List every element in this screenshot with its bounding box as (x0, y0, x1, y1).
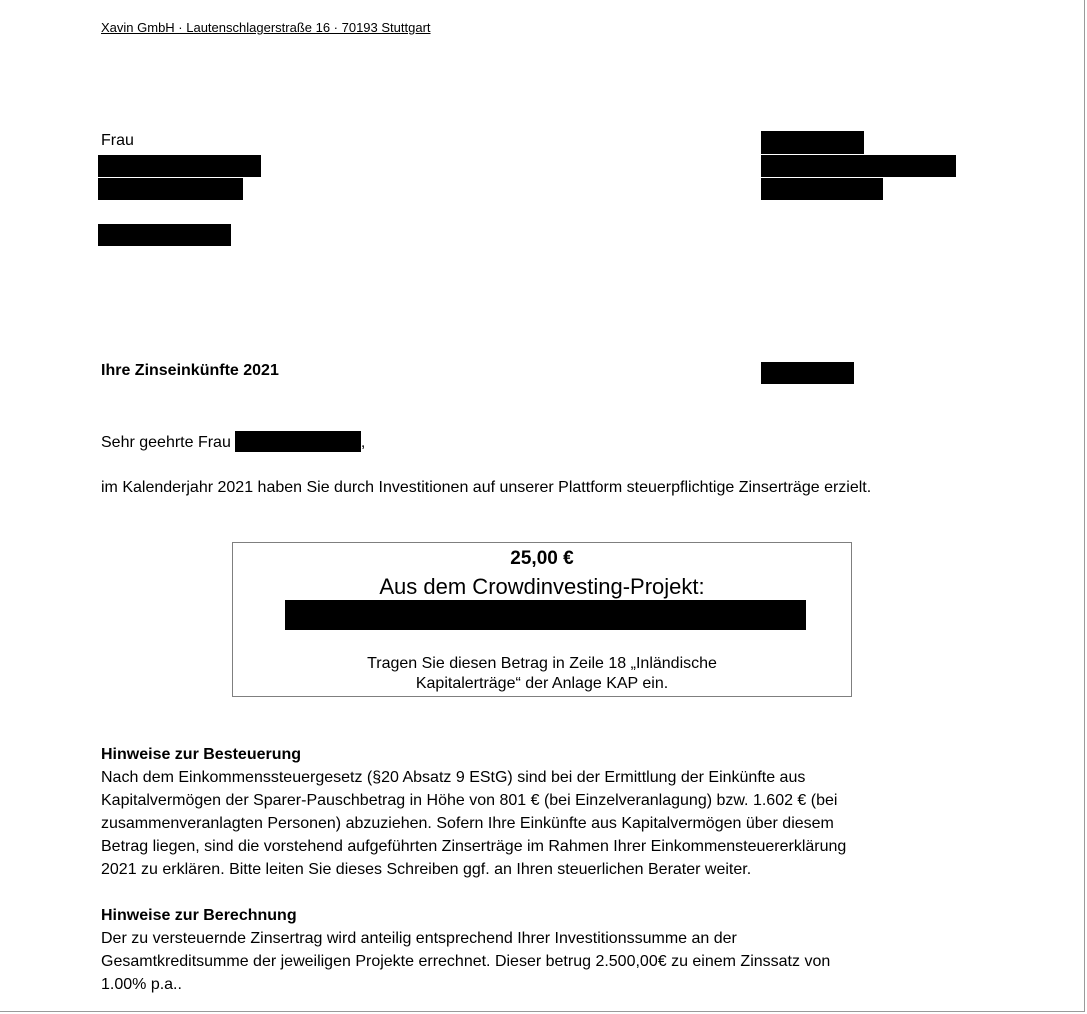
letter-greeting (101, 431, 365, 452)
interest-amount: 25,00 € (510, 548, 574, 569)
section-calculation (101, 904, 830, 996)
redacted-date (761, 362, 854, 384)
paragraph-line: Der zu versteuernde Zinsertrag wird anteilig entsprechend Ihrer Investitionssumme an der (101, 930, 737, 947)
instruction-line: Kapitalerträge“ der Anlage KAP ein. (415, 675, 669, 692)
sender-address-line: Xavin GmbH · Lautenschlagerstraße 16 · 70193 Stuttgart (101, 20, 431, 35)
paragraph-line: 1.00% p.a.. (101, 976, 182, 993)
project-label: Aus dem Crowdinvesting-Projekt: (379, 574, 705, 599)
redacted-recipient-city (98, 224, 231, 246)
redacted-recipient-surname (235, 431, 361, 452)
redacted-project-name (285, 600, 806, 630)
intro-paragraph: im Kalenderjahr 2021 haben Sie durch Investitionen auf unserer Plattform steuerpflichtige Zinserträge erzielt. (101, 479, 872, 496)
greeting-prefix: Sehr geehrte Frau (101, 434, 231, 451)
tax-form-instruction (233, 654, 851, 694)
recipient-salutation: Frau (101, 132, 134, 149)
greeting-suffix: , (360, 434, 366, 451)
paragraph-line: 2021 zu erklären. Bitte leiten Sie dieses Schreiben ggf. an Ihren steuerlichen Berater weiter. (101, 861, 752, 878)
redacted-info-line-3 (761, 178, 883, 200)
section-heading: Hinweise zur Berechnung (101, 907, 297, 924)
instruction-line: Tragen Sie diesen Betrag in Zeile 18 „Inländische (367, 655, 717, 672)
section-taxation (101, 743, 846, 881)
paragraph-line: Kapitalvermögen der Sparer-Pauschbetrag in Höhe von 801 € (bei Einzelveranlagung) bzw. 1.602 € (bei (101, 792, 838, 809)
paragraph-line: Nach dem Einkommenssteuergesetz (§20 Absatz 9 EStG) sind bei der Ermittlung der Einkünfte aus (101, 769, 806, 786)
redacted-info-line-1 (761, 131, 864, 154)
paragraph-line: Gesamtkreditsumme der jeweiligen Projekte errechnet. Dieser betrug 2.500,00€ zu einem Zinssatz von (101, 953, 831, 970)
redacted-info-line-2 (761, 155, 956, 177)
paragraph-line: zusammenveranlagten Personen) abzuziehen. Sofern Ihre Einkünfte aus Kapitalvermögen über diesem (101, 815, 834, 832)
redacted-recipient-street (98, 178, 243, 200)
section-heading: Hinweise zur Besteuerung (101, 746, 302, 763)
letter-subject: Ihre Zinseinkünfte 2021 (101, 362, 279, 379)
paragraph-line: Betrag liegen, sind die vorstehend aufgeführten Zinserträge im Rahmen Ihrer Einkommensteuererklärung (101, 838, 847, 855)
redacted-recipient-name (98, 155, 261, 177)
interest-amount-box (232, 542, 852, 697)
